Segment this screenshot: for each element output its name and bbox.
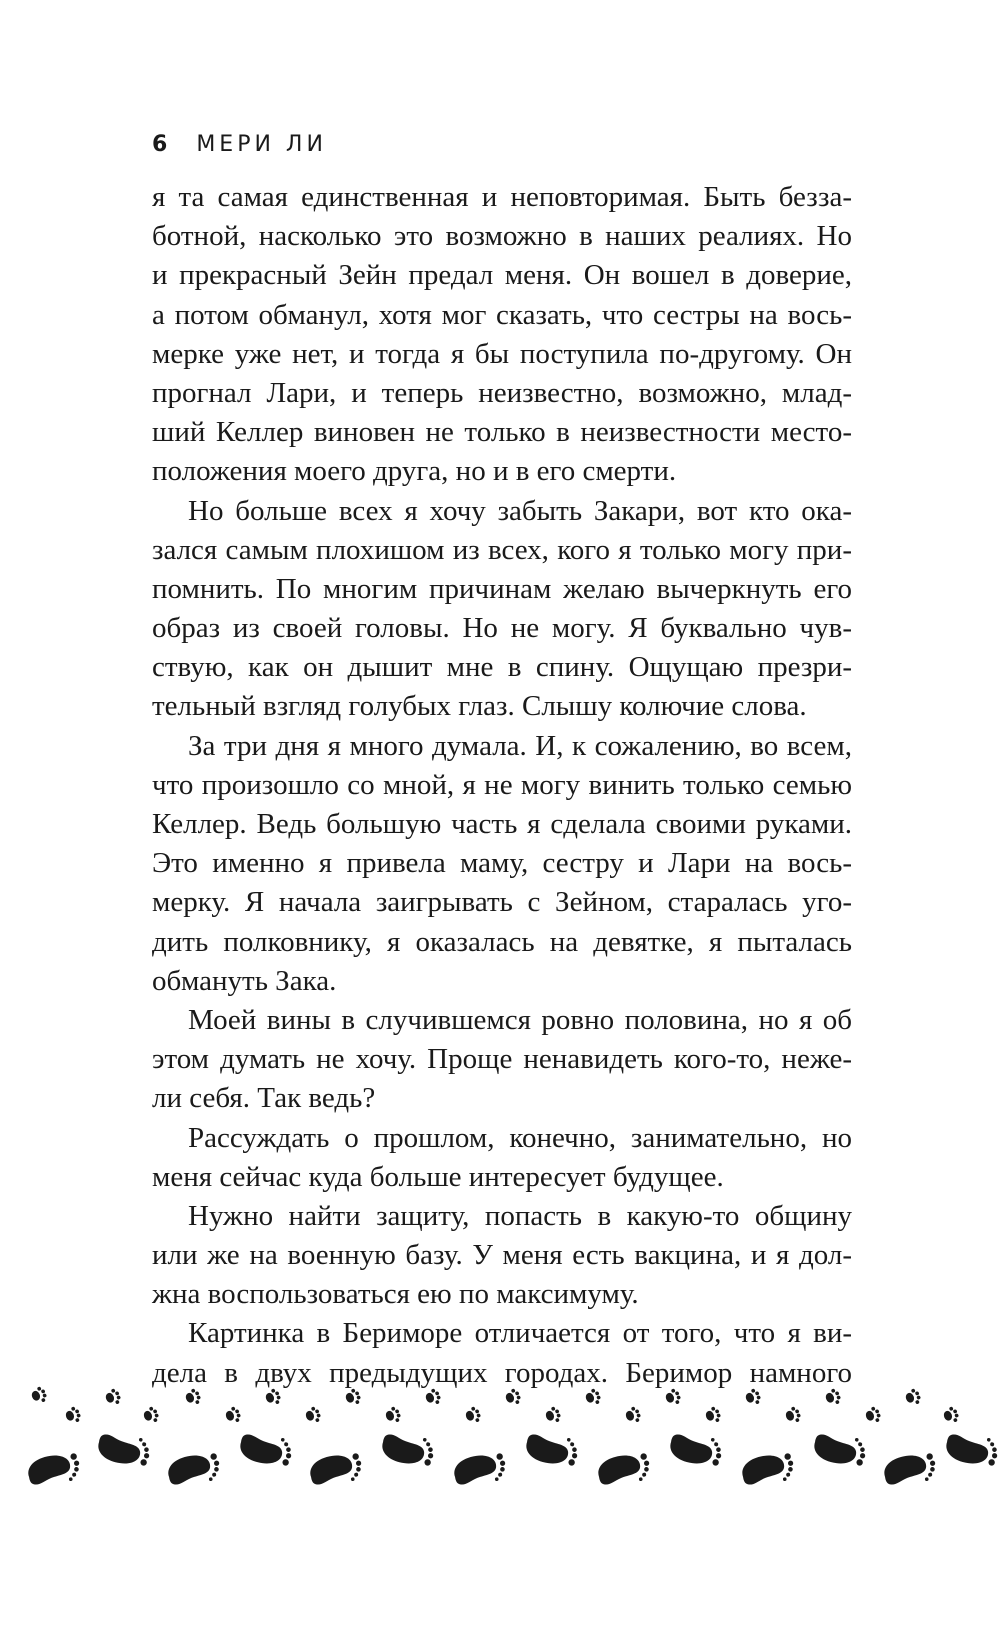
text-line: я та самая единственная и неповторимая. Быть безза-	[152, 181, 852, 213]
text-line: За три дня я много думала. И, к сожалению, во всем,	[188, 729, 852, 762]
text-line: Моей вины в случившемся ровно половина, но я об	[188, 1003, 852, 1036]
text-line: зался самым плохишом из всех, кого я только могу при-	[152, 533, 852, 566]
text-line: ствую, как он дышит мне в спину. Ощущаю презри-	[152, 651, 852, 684]
text-line: положения моего друга, но и в его смерти.	[152, 455, 677, 488]
footprint-icon-row	[26, 1432, 999, 1486]
text-line: дела в двух предыдущих городах. Беримор намного	[152, 1356, 852, 1389]
paw-icon-row	[30, 1385, 961, 1425]
text-line: или же на военную базу. У меня есть вакцина, и я дол-	[152, 1239, 852, 1272]
text-line: мерке уже нет, и тогда я бы поступила по-другому. Он	[152, 337, 852, 370]
text-line: меня сейчас куда больше интересует будущее.	[152, 1160, 724, 1193]
text-line: прогнал Лари, и теперь неизвестно, возможно, млад-	[152, 376, 852, 409]
footprints-ornament	[0, 1385, 1000, 1495]
text-line: жна воспользоваться ею по максимуму.	[152, 1278, 639, 1311]
text-line: Нужно найти защиту, попасть в какую-то общину	[188, 1199, 852, 1232]
text-line: что произошло со мной, я не могу винить только семью	[152, 768, 852, 801]
text-line: образ из своей головы. Но не могу. Я буквально чув-	[152, 612, 852, 645]
text-line: дить полковнику, я оказалась на девятке, я пыталась	[152, 925, 852, 958]
text-line: Келлер. Ведь большую часть я сделала своими руками.	[152, 808, 852, 840]
text-line: Картинка в Бериморе отличается от того, что я ви-	[188, 1317, 852, 1350]
author-name: МЕРИ ЛИ	[196, 132, 327, 157]
text-line: тельный взгляд голубых глаз. Слышу колючие слова.	[152, 690, 807, 723]
text-line: ли себя. Так ведь?	[152, 1082, 376, 1115]
text-line: ботной, насколько это возможно в наших реалиях. Но	[152, 220, 852, 253]
text-line: ший Келлер виновен не только в неизвестности место-	[152, 416, 852, 449]
running-head	[152, 132, 327, 157]
text-line: мерку. Я начала заигрывать с Зейном, старалась уго-	[152, 886, 852, 919]
body-text	[152, 178, 852, 1393]
page-number: 6	[152, 132, 172, 157]
text-line: помнить. По многим причинам желаю вычеркнуть его	[152, 572, 852, 605]
text-line: обмануть Зака.	[152, 964, 337, 997]
text-line: этом думать не хочу. Проще ненавидеть кого-то, неже-	[152, 1043, 852, 1076]
text-line: Это именно я привела маму, сестру и Лари на вось-	[152, 847, 852, 880]
text-line: а потом обманул, хотя мог сказать, что сестры на вось-	[152, 298, 852, 331]
text-line: Рассуждать о прошлом, конечно, занимательно, но	[188, 1121, 852, 1154]
text-line: Но больше всех я хочу забыть Закари, вот кто ока-	[188, 494, 852, 527]
text-line: и прекрасный Зейн предал меня. Он вошел в доверие,	[152, 259, 852, 292]
